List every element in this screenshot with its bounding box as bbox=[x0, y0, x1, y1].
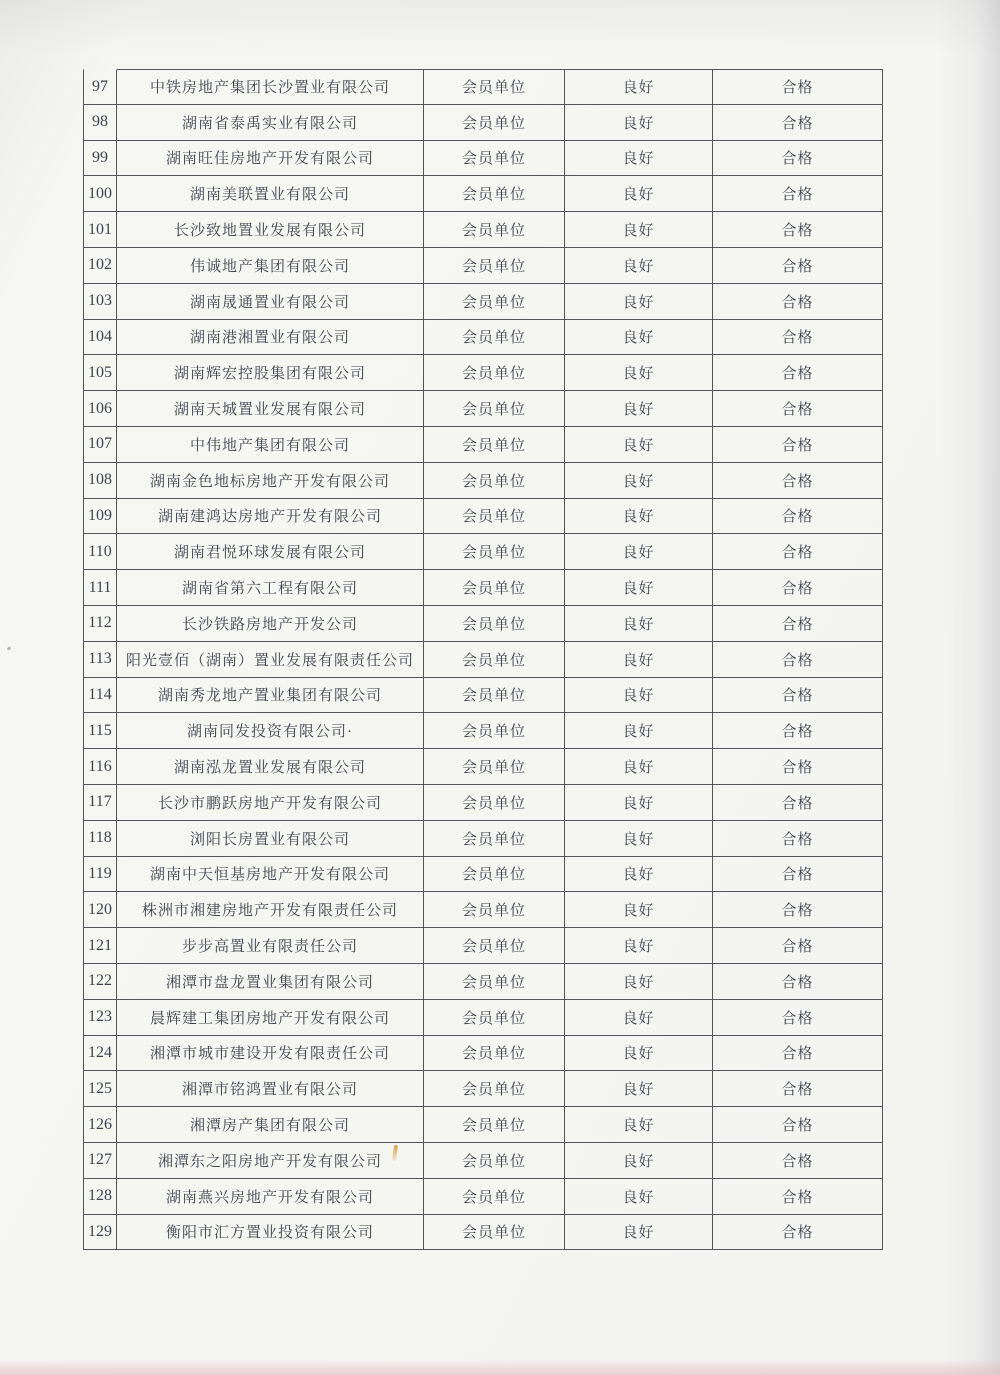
credit-rating: 良好 bbox=[565, 284, 713, 320]
membership-type: 会员单位 bbox=[424, 212, 565, 248]
table-row bbox=[83, 1000, 883, 1036]
company-name: 株洲市湘建房地产开发有限责任公司 bbox=[117, 892, 424, 928]
table-row bbox=[83, 499, 883, 535]
membership-type: 会员单位 bbox=[424, 964, 565, 1000]
company-name: 湖南秀龙地产置业集团有限公司 bbox=[117, 678, 424, 714]
row-number: 101 bbox=[83, 212, 117, 248]
row-number: 100 bbox=[83, 176, 117, 212]
credit-rating: 良好 bbox=[565, 534, 713, 570]
membership-type: 会员单位 bbox=[424, 570, 565, 606]
company-name: 湘潭市盘龙置业集团有限公司 bbox=[117, 964, 424, 1000]
row-number: 117 bbox=[83, 785, 117, 821]
credit-rating: 良好 bbox=[565, 248, 713, 284]
inspection-result: 合格 bbox=[713, 964, 883, 1000]
membership-type: 会员单位 bbox=[424, 713, 565, 749]
row-number: 112 bbox=[83, 606, 117, 642]
credit-rating: 良好 bbox=[565, 1036, 713, 1072]
row-number: 105 bbox=[83, 355, 117, 391]
inspection-result: 合格 bbox=[713, 499, 883, 535]
company-name: 湖南中天恒基房地产开发有限公司 bbox=[117, 857, 424, 893]
table-row bbox=[83, 463, 883, 499]
membership-type: 会员单位 bbox=[424, 105, 565, 141]
membership-type: 会员单位 bbox=[424, 928, 565, 964]
credit-rating: 良好 bbox=[565, 499, 713, 535]
company-name: 湖南美联置业有限公司 bbox=[117, 176, 424, 212]
credit-rating: 良好 bbox=[565, 1107, 713, 1143]
membership-type: 会员单位 bbox=[424, 284, 565, 320]
row-number: 127 bbox=[83, 1143, 117, 1179]
membership-type: 会员单位 bbox=[424, 69, 565, 105]
row-number: 103 bbox=[83, 284, 117, 320]
membership-type: 会员单位 bbox=[424, 355, 565, 391]
row-number: 128 bbox=[83, 1179, 117, 1215]
table-row bbox=[83, 1107, 883, 1143]
membership-type: 会员单位 bbox=[424, 499, 565, 535]
membership-type: 会员单位 bbox=[424, 176, 565, 212]
membership-type: 会员单位 bbox=[424, 606, 565, 642]
inspection-result: 合格 bbox=[713, 1215, 883, 1251]
company-name: 湘潭市铭鸿置业有限公司 bbox=[117, 1071, 424, 1107]
membership-type: 会员单位 bbox=[424, 1179, 565, 1215]
table-row bbox=[83, 248, 883, 284]
membership-type: 会员单位 bbox=[424, 821, 565, 857]
credit-rating: 良好 bbox=[565, 892, 713, 928]
membership-type: 会员单位 bbox=[424, 892, 565, 928]
row-number: 115 bbox=[83, 713, 117, 749]
inspection-result: 合格 bbox=[713, 678, 883, 714]
table-row bbox=[83, 141, 883, 177]
table-row bbox=[83, 427, 883, 463]
inspection-result: 合格 bbox=[713, 1143, 883, 1179]
inspection-result: 合格 bbox=[713, 570, 883, 606]
table-row bbox=[83, 1071, 883, 1107]
row-number: 102 bbox=[83, 248, 117, 284]
row-number: 120 bbox=[83, 892, 117, 928]
credit-rating: 良好 bbox=[565, 928, 713, 964]
credit-rating: 良好 bbox=[565, 1071, 713, 1107]
company-name: 湖南天城置业发展有限公司 bbox=[117, 391, 424, 427]
table-row bbox=[83, 964, 883, 1000]
scan-shadow-right bbox=[940, 0, 1000, 1375]
inspection-result: 合格 bbox=[713, 427, 883, 463]
membership-type: 会员单位 bbox=[424, 678, 565, 714]
company-name: 湖南君悦环球发展有限公司 bbox=[117, 534, 424, 570]
table-row bbox=[83, 176, 883, 212]
company-name: 阳光壹佰（湖南）置业发展有限责任公司 bbox=[117, 642, 424, 678]
member-credit-table bbox=[83, 69, 883, 1250]
inspection-result: 合格 bbox=[713, 284, 883, 320]
membership-type: 会员单位 bbox=[424, 1036, 565, 1072]
row-number: 116 bbox=[83, 749, 117, 785]
credit-rating: 良好 bbox=[565, 749, 713, 785]
company-name: 长沙致地置业发展有限公司 bbox=[117, 212, 424, 248]
company-name: 湘潭房产集团有限公司 bbox=[117, 1107, 424, 1143]
credit-rating: 良好 bbox=[565, 678, 713, 714]
inspection-result: 合格 bbox=[713, 355, 883, 391]
credit-rating: 良好 bbox=[565, 606, 713, 642]
row-number: 122 bbox=[83, 964, 117, 1000]
credit-rating: 良好 bbox=[565, 355, 713, 391]
credit-rating: 良好 bbox=[565, 141, 713, 177]
inspection-result: 合格 bbox=[713, 713, 883, 749]
credit-rating: 良好 bbox=[565, 427, 713, 463]
scan-speck bbox=[7, 646, 12, 651]
credit-rating: 良好 bbox=[565, 857, 713, 893]
membership-type: 会员单位 bbox=[424, 534, 565, 570]
credit-rating: 良好 bbox=[565, 1179, 713, 1215]
credit-rating: 良好 bbox=[565, 821, 713, 857]
row-number: 129 bbox=[83, 1215, 117, 1251]
credit-rating: 良好 bbox=[565, 1000, 713, 1036]
inspection-result: 合格 bbox=[713, 1036, 883, 1072]
table-body bbox=[83, 69, 883, 1250]
row-number: 97 bbox=[83, 69, 117, 105]
membership-type: 会员单位 bbox=[424, 427, 565, 463]
membership-type: 会员单位 bbox=[424, 320, 565, 356]
credit-rating: 良好 bbox=[565, 212, 713, 248]
company-name: 湖南金色地标房地产开发有限公司 bbox=[117, 463, 424, 499]
inspection-result: 合格 bbox=[713, 749, 883, 785]
inspection-result: 合格 bbox=[713, 1179, 883, 1215]
company-name: 湖南辉宏控股集团有限公司 bbox=[117, 355, 424, 391]
inspection-result: 合格 bbox=[713, 928, 883, 964]
table-row bbox=[83, 749, 883, 785]
membership-type: 会员单位 bbox=[424, 1215, 565, 1251]
credit-rating: 良好 bbox=[565, 1143, 713, 1179]
company-name: 湖南港湘置业有限公司 bbox=[117, 320, 424, 356]
row-number: 109 bbox=[83, 499, 117, 535]
table-row bbox=[83, 678, 883, 714]
row-number: 123 bbox=[83, 1000, 117, 1036]
membership-type: 会员单位 bbox=[424, 248, 565, 284]
company-name: 步步高置业有限责任公司 bbox=[117, 928, 424, 964]
table-row bbox=[83, 892, 883, 928]
row-number: 118 bbox=[83, 821, 117, 857]
inspection-result: 合格 bbox=[713, 176, 883, 212]
membership-type: 会员单位 bbox=[424, 1071, 565, 1107]
membership-type: 会员单位 bbox=[424, 1107, 565, 1143]
inspection-result: 合格 bbox=[713, 212, 883, 248]
table-row bbox=[83, 1179, 883, 1215]
company-name: 长沙市鹏跃房地产开发有限公司 bbox=[117, 785, 424, 821]
table-row bbox=[83, 928, 883, 964]
company-name: 晨辉建工集团房地产开发有限公司 bbox=[117, 1000, 424, 1036]
inspection-result: 合格 bbox=[713, 534, 883, 570]
scan-shadow-top bbox=[0, 0, 1000, 55]
credit-rating: 良好 bbox=[565, 964, 713, 1000]
row-number: 125 bbox=[83, 1071, 117, 1107]
table-row bbox=[83, 391, 883, 427]
inspection-result: 合格 bbox=[713, 892, 883, 928]
inspection-result: 合格 bbox=[713, 1107, 883, 1143]
company-name: 中伟地产集团有限公司 bbox=[117, 427, 424, 463]
credit-rating: 良好 bbox=[565, 785, 713, 821]
membership-type: 会员单位 bbox=[424, 642, 565, 678]
company-name: 浏阳长房置业有限公司 bbox=[117, 821, 424, 857]
credit-rating: 良好 bbox=[565, 391, 713, 427]
company-name: 湖南省第六工程有限公司 bbox=[117, 570, 424, 606]
company-name: 湖南燕兴房地产开发有限公司 bbox=[117, 1179, 424, 1215]
credit-rating: 良好 bbox=[565, 69, 713, 105]
table-row bbox=[83, 570, 883, 606]
company-name: 衡阳市汇方置业投资有限公司 bbox=[117, 1215, 424, 1251]
membership-type: 会员单位 bbox=[424, 857, 565, 893]
row-number: 108 bbox=[83, 463, 117, 499]
inspection-result: 合格 bbox=[713, 606, 883, 642]
inspection-result: 合格 bbox=[713, 141, 883, 177]
row-number: 121 bbox=[83, 928, 117, 964]
credit-rating: 良好 bbox=[565, 105, 713, 141]
membership-type: 会员单位 bbox=[424, 749, 565, 785]
credit-rating: 良好 bbox=[565, 1215, 713, 1251]
inspection-result: 合格 bbox=[713, 320, 883, 356]
inspection-result: 合格 bbox=[713, 1000, 883, 1036]
table-row bbox=[83, 355, 883, 391]
table-row bbox=[83, 105, 883, 141]
table-row bbox=[83, 821, 883, 857]
table-row bbox=[83, 1143, 883, 1179]
table-row bbox=[83, 320, 883, 356]
table-row bbox=[83, 284, 883, 320]
company-name: 湖南省泰禹实业有限公司 bbox=[117, 105, 424, 141]
credit-rating: 良好 bbox=[565, 570, 713, 606]
row-number: 110 bbox=[83, 534, 117, 570]
company-name: 湖南晟通置业有限公司 bbox=[117, 284, 424, 320]
inspection-result: 合格 bbox=[713, 463, 883, 499]
membership-type: 会员单位 bbox=[424, 1143, 565, 1179]
credit-rating: 良好 bbox=[565, 176, 713, 212]
company-name: 湘潭东之阳房地产开发有限公司 bbox=[117, 1143, 424, 1179]
company-name: 湖南同发投资有限公司· bbox=[117, 713, 424, 749]
inspection-result: 合格 bbox=[713, 69, 883, 105]
membership-type: 会员单位 bbox=[424, 1000, 565, 1036]
membership-type: 会员单位 bbox=[424, 141, 565, 177]
table-row bbox=[83, 713, 883, 749]
row-number: 119 bbox=[83, 857, 117, 893]
table-row bbox=[83, 606, 883, 642]
inspection-result: 合格 bbox=[713, 821, 883, 857]
company-name: 湖南旺佳房地产开发有限公司 bbox=[117, 141, 424, 177]
table-row bbox=[83, 69, 883, 105]
table-row bbox=[83, 212, 883, 248]
table-row bbox=[83, 642, 883, 678]
credit-rating: 良好 bbox=[565, 320, 713, 356]
row-number: 98 bbox=[83, 105, 117, 141]
company-name: 湘潭市城市建设开发有限责任公司 bbox=[117, 1036, 424, 1072]
table-row bbox=[83, 1215, 883, 1251]
row-number: 126 bbox=[83, 1107, 117, 1143]
inspection-result: 合格 bbox=[713, 785, 883, 821]
credit-rating: 良好 bbox=[565, 713, 713, 749]
membership-type: 会员单位 bbox=[424, 463, 565, 499]
table-row bbox=[83, 785, 883, 821]
membership-type: 会员单位 bbox=[424, 391, 565, 427]
table-row bbox=[83, 1036, 883, 1072]
credit-rating: 良好 bbox=[565, 642, 713, 678]
company-name: 湖南建鸿达房地产开发有限公司 bbox=[117, 499, 424, 535]
inspection-result: 合格 bbox=[713, 248, 883, 284]
inspection-result: 合格 bbox=[713, 642, 883, 678]
inspection-result: 合格 bbox=[713, 391, 883, 427]
table-row bbox=[83, 534, 883, 570]
company-name: 伟诚地产集团有限公司 bbox=[117, 248, 424, 284]
company-name: 湖南泓龙置业发展有限公司 bbox=[117, 749, 424, 785]
inspection-result: 合格 bbox=[713, 857, 883, 893]
row-number: 111 bbox=[83, 570, 117, 606]
row-number: 113 bbox=[83, 642, 117, 678]
table-row bbox=[83, 857, 883, 893]
row-number: 106 bbox=[83, 391, 117, 427]
credit-rating: 良好 bbox=[565, 463, 713, 499]
company-name: 中铁房地产集团长沙置业有限公司 bbox=[117, 69, 424, 105]
row-number: 114 bbox=[83, 678, 117, 714]
inspection-result: 合格 bbox=[713, 1071, 883, 1107]
row-number: 107 bbox=[83, 427, 117, 463]
membership-type: 会员单位 bbox=[424, 785, 565, 821]
scan-edge-bottom bbox=[0, 1359, 1000, 1375]
row-number: 99 bbox=[83, 141, 117, 177]
row-number: 124 bbox=[83, 1036, 117, 1072]
company-name: 长沙铁路房地产开发公司 bbox=[117, 606, 424, 642]
row-number: 104 bbox=[83, 320, 117, 356]
inspection-result: 合格 bbox=[713, 105, 883, 141]
